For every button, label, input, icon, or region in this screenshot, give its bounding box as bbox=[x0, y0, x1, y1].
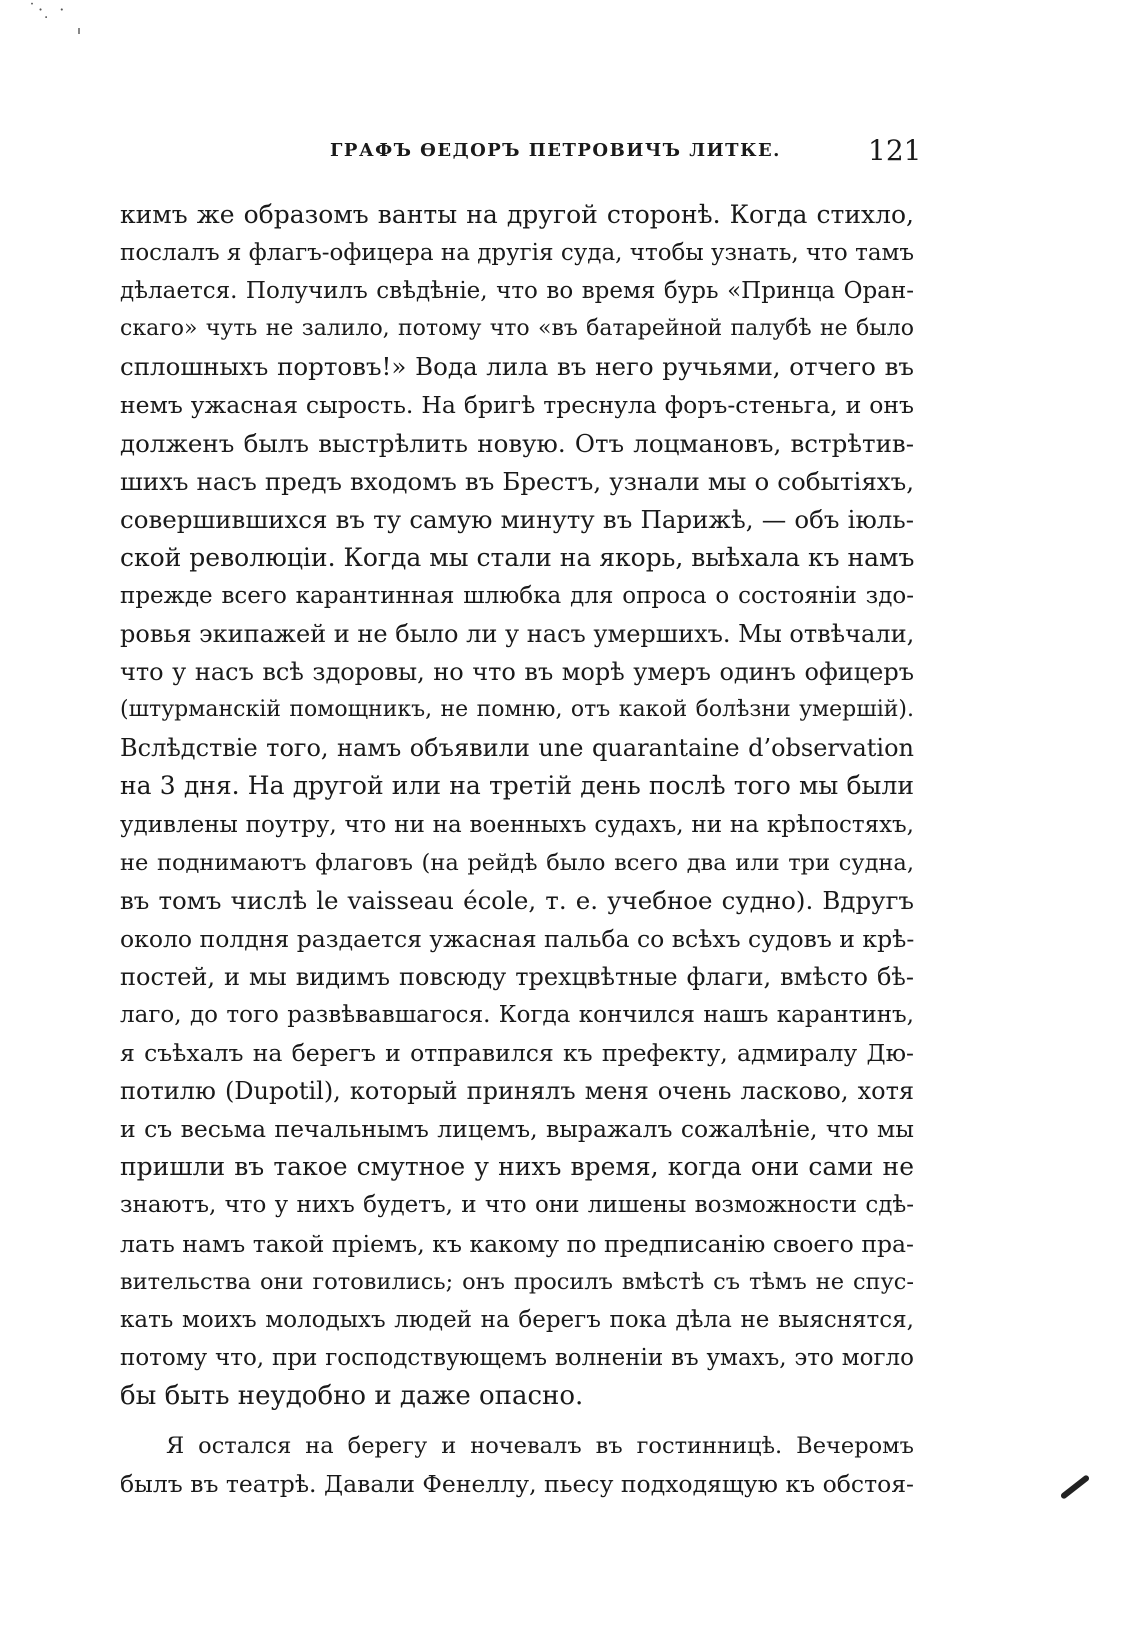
text-line: потилю (Dupotil), который принялъ меня очень ласково, хотя bbox=[120, 1077, 914, 1106]
text-line: потому что, при господствующемъ волненіи въ умахъ, это могло bbox=[120, 1344, 914, 1371]
text-line: Вслѣдствіе того, намъ объявили une quarantaine d’observation bbox=[120, 734, 914, 763]
paragraph-1 bbox=[120, 196, 914, 1415]
text-line: пришли въ такое смутное у нихъ время, когда они сами не bbox=[120, 1152, 914, 1182]
paragraph-2 bbox=[120, 1427, 914, 1503]
text-line: около полдня раздается ужасная пальба со всѣхъ судовъ и крѣ- bbox=[120, 924, 915, 953]
text-line: совершившихся въ ту самую минуту въ Парижѣ, — объ іюль- bbox=[120, 504, 914, 534]
text-line: кать моихъ молодыхъ людей на берегъ пока дѣла не выяснятся, bbox=[120, 1306, 914, 1333]
text-line: (штурманскій помощникъ, не помню, отъ какой болѣзни умершій). bbox=[120, 697, 914, 723]
text-line: знаютъ, что у нихъ будетъ, и что они лишены возможности сдѣ- bbox=[120, 1192, 914, 1219]
text-line: удивлены поутру, что ни на военныхъ судахъ, ни на крѣпостяхъ, bbox=[120, 811, 914, 838]
text-line: лать намъ такой пріемъ, къ какому по предписанію своего пра- bbox=[120, 1229, 914, 1258]
body-text bbox=[120, 196, 914, 1503]
text-line: долженъ былъ выстрѣлить новую. Отъ лоцмановъ, встрѣтив- bbox=[120, 428, 914, 458]
text-line: былъ въ театрѣ. Давали Фенеллу, пьесу подходящую къ обстоя- bbox=[120, 1470, 914, 1499]
text-line: дѣлается. Получилъ свѣдѣніе, что во время бурь «Принца Оран- bbox=[120, 278, 914, 305]
text-line: Я остался на берегу и ночевалъ въ гостинницѣ. Вечеромъ bbox=[166, 1433, 914, 1459]
text-line: постей, и мы видимъ повсюду трехцвѣтные флаги, вмѣсто бѣ- bbox=[120, 962, 914, 991]
text-line: шихъ насъ предъ входомъ въ Брестъ, узнали мы о событіяхъ, bbox=[120, 466, 914, 496]
text-line: на 3 дня. На другой или на третій день послѣ того мы были bbox=[120, 771, 914, 801]
text-line: что у насъ всѣ здоровы, но что въ морѣ умеръ одинъ офицеръ bbox=[120, 658, 914, 687]
text-line: немъ ужасная сырость. На бригѣ треснула форъ-стеньга, и онъ bbox=[120, 391, 914, 420]
page-number: 121 bbox=[868, 134, 922, 167]
text-line: сплошныхъ портовъ!» Вода лила въ него ручьями, отчего въ bbox=[120, 352, 914, 382]
text-line: послалъ я флагъ-офицера на другія суда, чтобы узнать, что тамъ bbox=[120, 240, 915, 267]
corner-smudge: ˙· ̣ · bbox=[28, 0, 67, 19]
ink-mark bbox=[1060, 1474, 1090, 1500]
text-line: прежде всего карантинная шлюбка для опроса о состояніи здо- bbox=[120, 582, 914, 609]
text-line: лаго, до того развѣвавшагося. Когда кончился нашъ карантинъ, bbox=[120, 1001, 914, 1028]
text-line: въ томъ числѣ le vaisseau école, т. е. учебное судно). Вдругъ bbox=[120, 885, 914, 915]
text-line: ской революціи. Когда мы стали на якорь, выѣхала къ намъ bbox=[120, 542, 915, 572]
text-line: бы быть неудобно и даже опасно. bbox=[120, 1380, 584, 1411]
text-line: вительства они готовились; онъ просилъ вмѣстѣ съ тѣмъ не спус- bbox=[120, 1268, 914, 1295]
text-line: не поднимаютъ флаговъ (на рейдѣ было всего два или три судна, bbox=[120, 849, 914, 876]
corner-dot bbox=[78, 28, 80, 34]
text-line: я съѣхалъ на берегъ и отправился къ префекту, адмиралу Дю- bbox=[120, 1039, 914, 1068]
text-line: кимъ же образомъ ванты на другой сторонѣ. Когда стихло, bbox=[120, 200, 914, 229]
running-head: ГРАФЪ ѲЕДОРЪ ПЕТРОВИЧЪ ЛИТКЕ. bbox=[330, 140, 781, 161]
text-line: и съ весьма печальнымъ лицемъ, выражалъ сожалѣніе, что мы bbox=[120, 1115, 914, 1144]
text-line: ровья экипажей и не было ли у насъ умершихъ. Мы отвѣчали, bbox=[120, 620, 915, 649]
text-line: скаго» чуть не залило, потому что «въ батарейной палубѣ не было bbox=[120, 316, 914, 342]
paragraph-gap bbox=[120, 1415, 914, 1427]
